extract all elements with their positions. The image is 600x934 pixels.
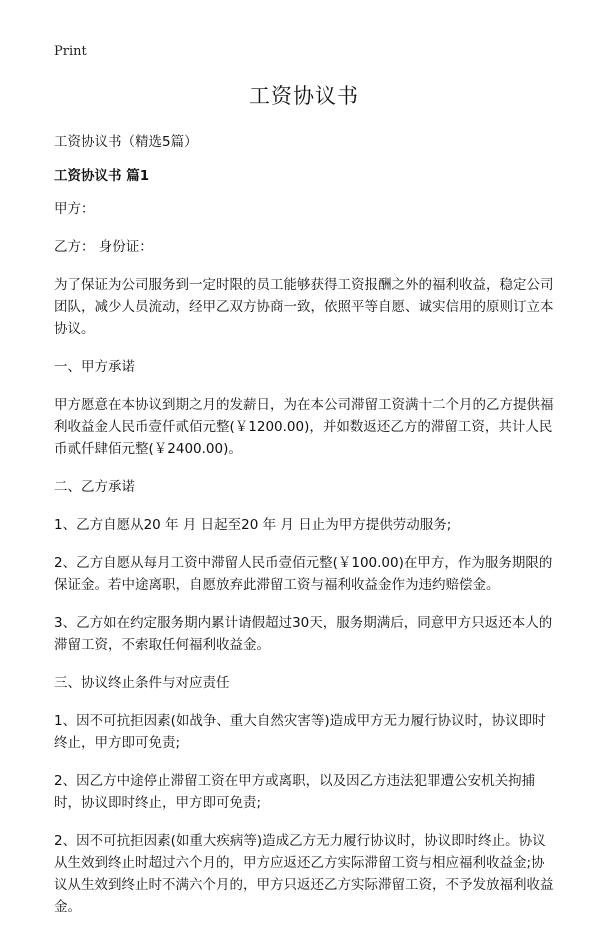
section2-item-3: 3、乙方如在约定服务期内累计请假超过30天，服务期满后，同意甲方只返还本人的滞留工资，不索取任何福利收益金。 <box>54 615 553 653</box>
print-link[interactable]: Print <box>54 44 87 59</box>
section3-item-1: 1、因不可抗拒因素(如战争、重大自然灾害等)造成甲方无力履行协议时，协议即时终止，甲方即可免责; <box>54 713 546 751</box>
document-body <box>54 80 554 934</box>
section3-item-2: 2、因乙方中途停止滞留工资在甲方或离职，以及因乙方违法犯罪遭公安机关拘捕时，协议即时终止，甲方即可免责; <box>54 773 536 811</box>
document-title: 工资协议书 <box>249 84 359 108</box>
section1-title: 一、甲方承诺 <box>54 359 135 375</box>
document-subtitle: 工资协议书（精选5篇） <box>54 134 198 150</box>
party-a-line: 甲方： <box>54 201 95 217</box>
section1-paragraph: 甲方愿意在本协议到期之月的发薪日，为在本公司滞留工资满十二个月的乙方提供福利收益金人民币壹仟贰佰元整(￥1200.00)，并如数返还乙方的滞留工资，共计人民币贰仟肆佰元整(￥2400.00)。 <box>54 397 554 457</box>
section2-title: 二、乙方承诺 <box>54 479 135 495</box>
section2-item-1: 1、乙方自愿从20 年 月 日起至20 年 月 日止为甲方提供劳动服务; <box>54 517 452 533</box>
section3-title: 三、协议终止条件与对应责任 <box>54 675 230 691</box>
section2-item-2: 2、乙方自愿从每月工资中滞留人民币壹佰元整(￥100.00)在甲方，作为服务期限的保证金。若中途离职，自愿放弃此滞留工资与福利收益金作为违约赔偿金。 <box>54 555 553 593</box>
article-heading: 工资协议书 篇1 <box>54 168 150 184</box>
intro-paragraph: 为了保证为公司服务到一定时限的员工能够获得工资报酬之外的福利收益，稳定公司团队，减少人员流动，经甲乙双方协商一致，依照平等自愿、诚实信用的原则订立本协议。 <box>54 277 554 337</box>
party-b-line: 乙方： 身份证： <box>54 239 153 255</box>
section3-item-3: 2、因不可抗拒因素(如重大疾病等)造成乙方无力履行协议时，协议即时终止。协议从生效到终止时超过六个月的，甲方应返还乙方实际滞留工资与相应福利收益金;协议从生效到终止时不满六个月的，甲方只返还乙方实际滞留工资，不予发放福利收益金。 <box>54 833 554 915</box>
